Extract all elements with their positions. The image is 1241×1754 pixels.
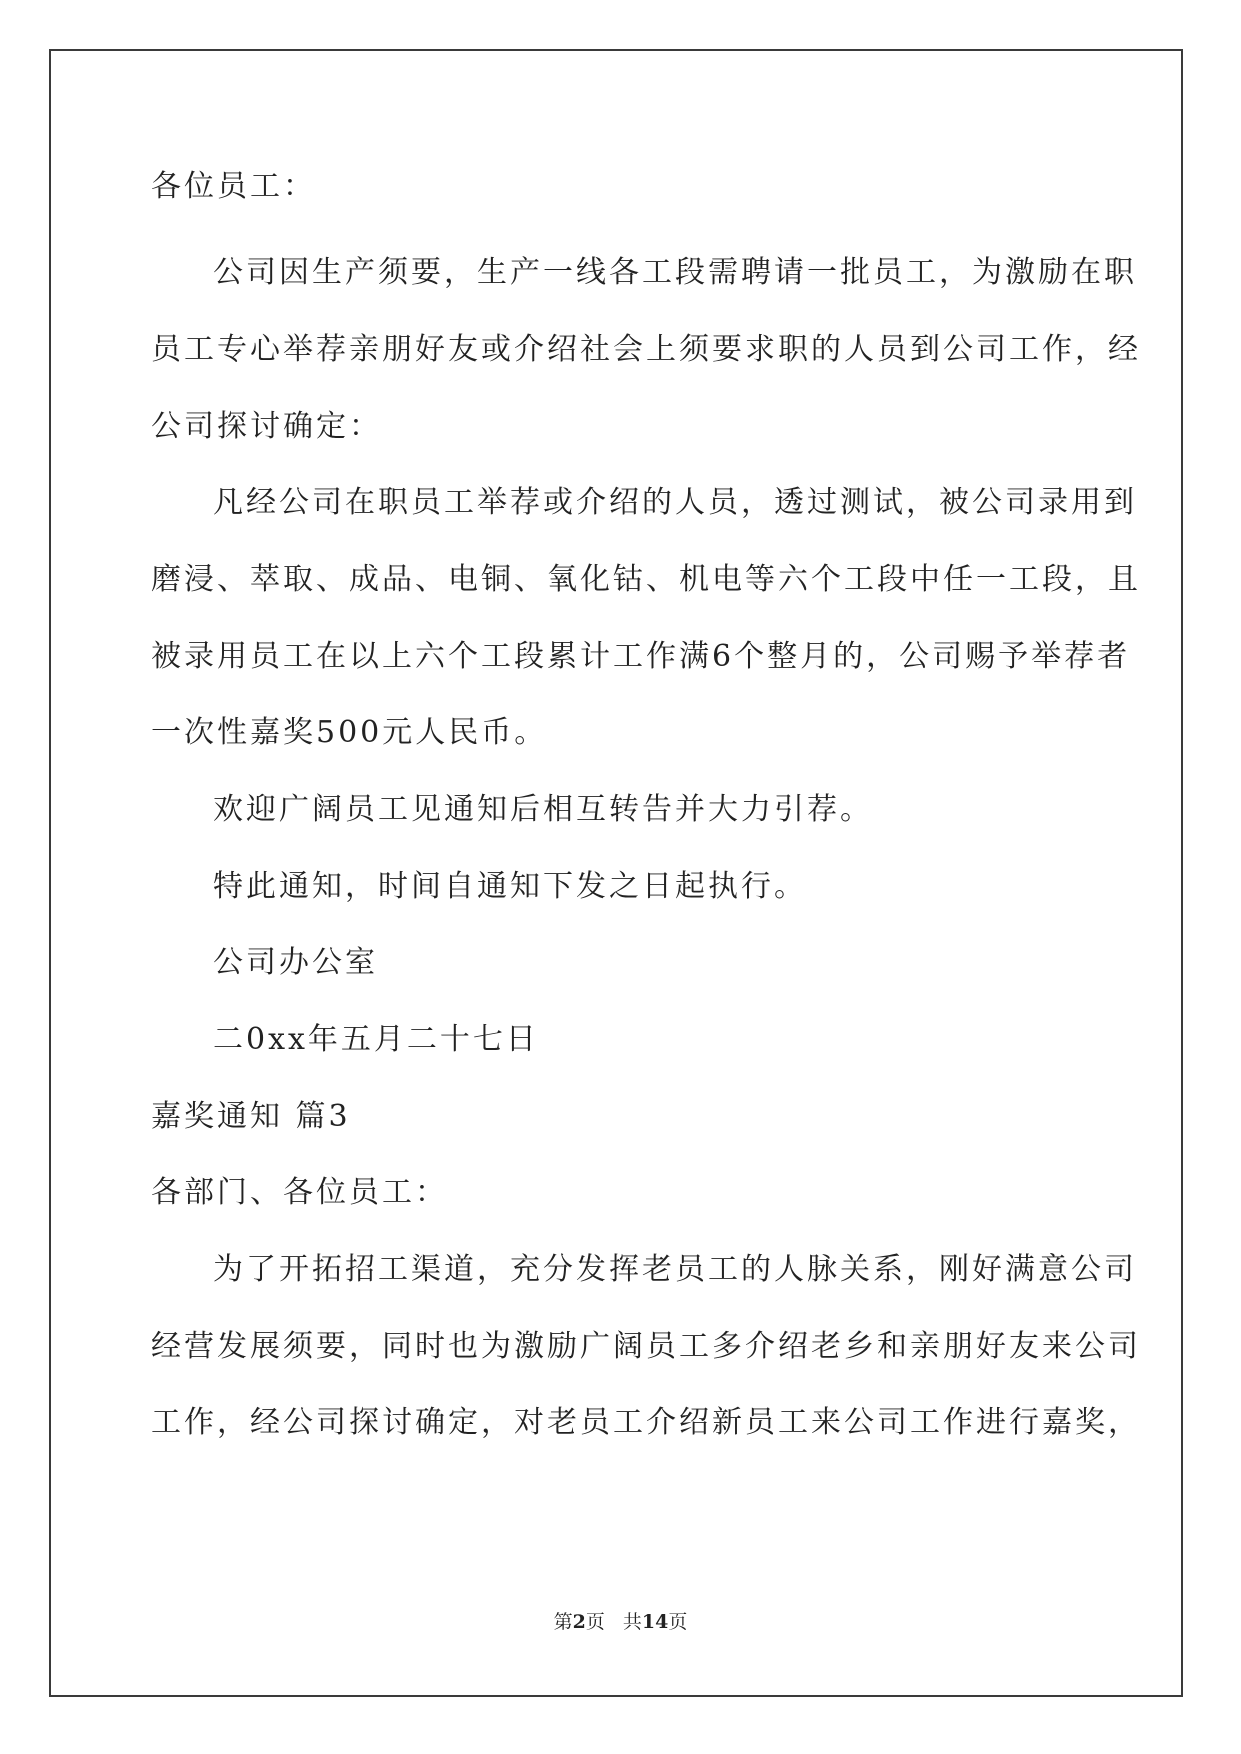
paragraph-line: 欢迎广阔员工见通知后相互转告并大力引荐。 — [213, 792, 873, 827]
paragraph-line: 凡经公司在职员工举荐或介绍的人员，透过测试，被公司录用到 — [213, 485, 1137, 520]
salutation: 各部门、各位员工： — [151, 1175, 448, 1210]
paragraph-line: 经营发展须要，同时也为激励广阔员工多介绍老乡和亲朋好友来公司 — [151, 1329, 1141, 1364]
paragraph-line: 为了开拓招工渠道，充分发挥老员工的人脉关系，刚好满意公司 — [213, 1252, 1137, 1287]
salutation: 各位员工： — [151, 169, 316, 204]
paragraph-line: 员工专心举荐亲朋好友或介绍社会上须要求职的人员到公司工作，经 — [151, 332, 1141, 367]
page-total: 14 — [641, 1611, 669, 1633]
paragraph-line: 磨浸、萃取、成品、电铜、氧化钴、机电等六个工段中任一工段，且 — [151, 562, 1141, 597]
paragraph-line: 一次性嘉奖500元人民币。 — [151, 715, 548, 750]
total-prefix: 共 — [622, 1611, 642, 1633]
section-heading: 嘉奖通知 篇3 — [151, 1099, 351, 1134]
paragraph-line: 被录用员工在以上六个工段累计工作满6个整月的，公司赐予举荐者 — [151, 639, 1131, 674]
paragraph-line: 特此通知，时间自通知下发之日起执行。 — [213, 869, 807, 904]
paragraph-line: 工作，经公司探讨确定，对老员工介绍新员工来公司工作进行嘉奖， — [151, 1405, 1141, 1440]
page-number: 2 — [572, 1611, 586, 1633]
signature-office: 公司办公室 — [213, 945, 378, 980]
paragraph-line: 公司探讨确定： — [151, 409, 382, 444]
page-footer — [0, 1610, 1241, 1634]
page-prefix: 第 — [553, 1611, 573, 1633]
total-suffix: 页 — [668, 1611, 688, 1633]
page-suffix: 页 — [585, 1611, 605, 1633]
signature-date: 二0xx年五月二十七日 — [213, 1022, 539, 1057]
paragraph-line: 公司因生产须要，生产一线各工段需聘请一批员工，为激励在职 — [213, 255, 1137, 290]
